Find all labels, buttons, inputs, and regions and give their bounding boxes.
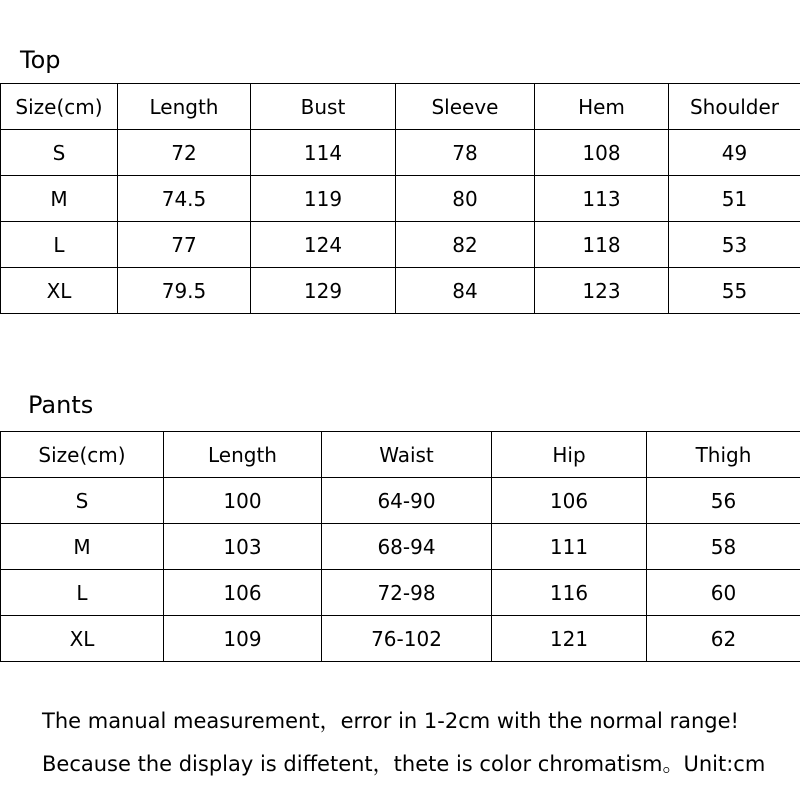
header-row: [1, 432, 800, 478]
size-label: L: [1, 570, 164, 616]
table-cell: 121: [492, 616, 647, 662]
size-label: S: [1, 130, 118, 176]
table-cell: 108: [535, 130, 669, 176]
table-cell: 53: [669, 222, 800, 268]
column-header: Shoulder: [669, 84, 800, 130]
column-header: Length: [118, 84, 251, 130]
table-cell: 84: [396, 268, 535, 314]
size-label: XL: [1, 268, 118, 314]
table-row: [1, 176, 800, 222]
table-cell: 106: [492, 478, 647, 524]
color-note: Because the display is diffetent，thete is color chromatism。Unit:cm: [42, 752, 766, 776]
table-cell: 55: [669, 268, 800, 314]
top-section-title: Top: [20, 46, 61, 74]
table-cell: 129: [251, 268, 396, 314]
table-cell: 64-90: [322, 478, 492, 524]
table-cell: 68-94: [322, 524, 492, 570]
table-row: [1, 268, 800, 314]
column-header: Length: [164, 432, 322, 478]
table-cell: 56: [647, 478, 800, 524]
table-cell: 77: [118, 222, 251, 268]
table-cell: 51: [669, 176, 800, 222]
table-cell: 124: [251, 222, 396, 268]
table-cell: 100: [164, 478, 322, 524]
measurement-note: The manual measurement，error in 1-2cm with the normal range!: [42, 709, 739, 733]
table-cell: 82: [396, 222, 535, 268]
table-cell: 116: [492, 570, 647, 616]
table-row: [1, 524, 800, 570]
top-size-table: [0, 83, 800, 314]
size-label: L: [1, 222, 118, 268]
table-cell: 113: [535, 176, 669, 222]
pants-section-title: Pants: [28, 391, 94, 419]
column-header: Bust: [251, 84, 396, 130]
column-header: Sleeve: [396, 84, 535, 130]
table-cell: 123: [535, 268, 669, 314]
table-row: [1, 478, 800, 524]
pants-size-table: [0, 431, 800, 662]
table-row: [1, 616, 800, 662]
table-cell: 103: [164, 524, 322, 570]
size-label: M: [1, 524, 164, 570]
table-cell: 111: [492, 524, 647, 570]
table-cell: 76-102: [322, 616, 492, 662]
table-row: [1, 130, 800, 176]
table-cell: 79.5: [118, 268, 251, 314]
table-cell: 109: [164, 616, 322, 662]
table-cell: 78: [396, 130, 535, 176]
table-cell: 72: [118, 130, 251, 176]
table-cell: 74.5: [118, 176, 251, 222]
column-header: Size(cm): [1, 432, 164, 478]
table-cell: 58: [647, 524, 800, 570]
header-row: [1, 84, 800, 130]
column-header: Hem: [535, 84, 669, 130]
table-cell: 114: [251, 130, 396, 176]
table-cell: 60: [647, 570, 800, 616]
column-header: Waist: [322, 432, 492, 478]
table-cell: 106: [164, 570, 322, 616]
table-cell: 49: [669, 130, 800, 176]
size-label: XL: [1, 616, 164, 662]
column-header: Thigh: [647, 432, 800, 478]
table-cell: 118: [535, 222, 669, 268]
table-cell: 119: [251, 176, 396, 222]
size-label: S: [1, 478, 164, 524]
column-header: Size(cm): [1, 84, 118, 130]
table-cell: 72-98: [322, 570, 492, 616]
column-header: Hip: [492, 432, 647, 478]
table-cell: 80: [396, 176, 535, 222]
table-cell: 62: [647, 616, 800, 662]
size-label: M: [1, 176, 118, 222]
table-row: [1, 570, 800, 616]
table-row: [1, 222, 800, 268]
